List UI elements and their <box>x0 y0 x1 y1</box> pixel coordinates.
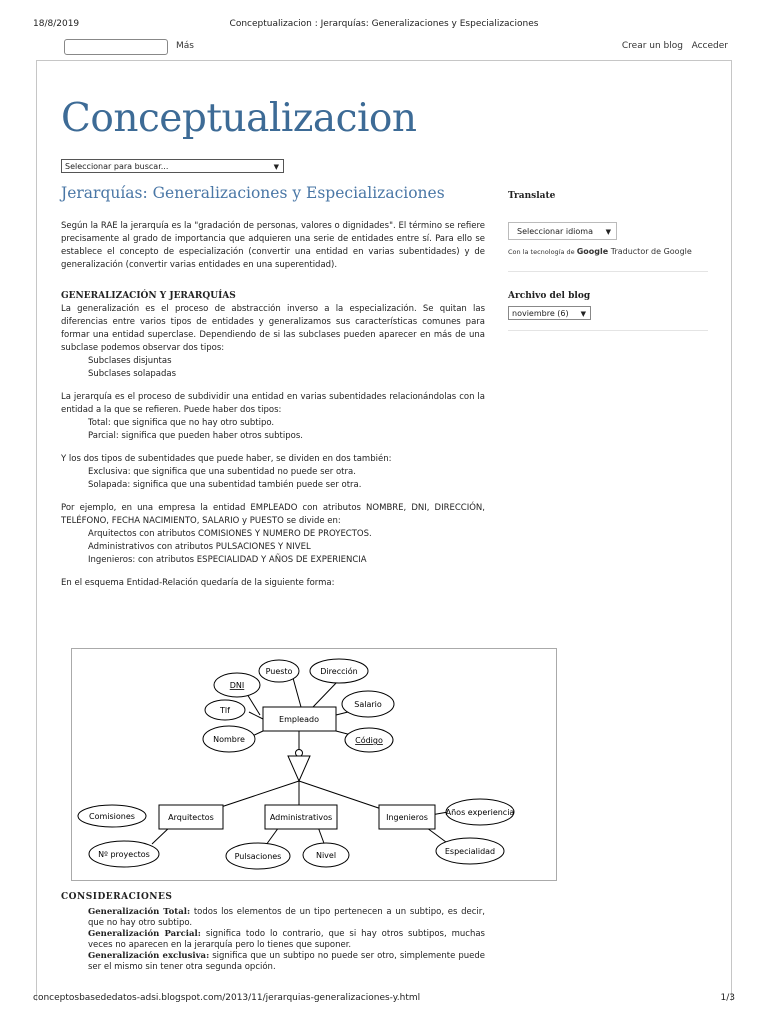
label-salario: Salario <box>354 700 382 709</box>
total-marker <box>296 750 303 757</box>
post-intro: Según la RAE la jerarquía es la "gradación de personas, valores o dignidades". El término se refiere precisamente al grado de importancia que adquieren una serie de entidades entre sí. Para ello se establece el concepto de especialización (convertir una entidad en varias subentidades) y de generalización (convertir varias entidades en una superentidad). <box>61 221 485 270</box>
label-especialidad: Especialidad <box>444 847 496 856</box>
consideration-item <box>88 929 485 951</box>
hierarchy-text: La jerarquía es el proceso de subdividir una entidad en varias subentidades relacionándolas con la entidad a la que se refieren. Puede haber dos tipos: <box>61 392 485 415</box>
blog-search-select-value: Seleccionar para buscar... <box>65 162 169 171</box>
er-diagram-image[interactable] <box>71 648 557 881</box>
label-puesto: Puesto <box>265 667 293 676</box>
language-select[interactable] <box>508 222 617 240</box>
list-item: Ingenieros: con atributos ESPECIALIDAD Y AÑOS DE EXPERIENCIA <box>88 555 367 565</box>
consideration-item <box>88 907 485 929</box>
chevron-down-icon: ▼ <box>273 163 279 171</box>
chevron-down-icon: ▼ <box>580 310 586 318</box>
generalization-heading: GENERALIZACIÓN Y JERARQUÍAS <box>61 291 236 301</box>
consideration-label: Generalización Total: <box>88 907 191 917</box>
label-administrativos: Administrativos <box>269 813 333 822</box>
navbar-search-input[interactable] <box>64 39 168 55</box>
subentity-text: Y los dos tipos de subentidades que puede haber, se dividen en dos también: <box>61 454 392 464</box>
archive-heading: Archivo del blog <box>508 291 591 301</box>
consideration-label: Generalización exclusiva: <box>88 951 210 961</box>
label-direccion: Dirección <box>320 667 358 676</box>
post-title[interactable]: Jerarquías: Generalizaciones y Especializaciones <box>61 184 445 202</box>
blogger-navbar <box>0 38 768 58</box>
example-text: Por ejemplo, en una empresa la entidad EMPLEADO con atributos NOMBRE, DNI, DIRECCIÓN, TELÉFONO, FECHA NACIMIENTO, SALARIO y PUESTO se divide en: <box>61 503 485 526</box>
er-diagram <box>72 649 556 880</box>
label-anos: Años experiencia <box>445 808 515 817</box>
consideration-item <box>88 951 485 973</box>
archive-select-value: noviembre (6) <box>512 309 569 318</box>
label-nivel: Nivel <box>315 851 337 860</box>
example-list <box>88 528 485 567</box>
diagram-intro: En el esquema Entidad-Relación quedaría de la siguiente forma: <box>61 578 335 588</box>
label-arquitectos: Arquitectos <box>168 813 214 822</box>
list-item: Administrativos con atributos PULSACIONES Y NIVEL <box>88 542 311 552</box>
list-item: Total: que significa que no hay otro subtipo. <box>88 418 275 428</box>
label-dni: DNI <box>229 681 245 690</box>
translate-heading: Translate <box>508 191 556 201</box>
list-item: Subclases disjuntas <box>88 356 172 366</box>
powered-suffix[interactable]: Traductor de Google <box>608 247 692 256</box>
list-item: Arquitectos con atributos COMISIONES Y NUMERO DE PROYECTOS. <box>88 529 372 539</box>
consideration-text: significa todo lo contrario, que si hay otros subtipos, muchas veces no aparecen en la jerarquía pero lo tienes que suponer. <box>88 929 485 950</box>
label-comisiones: Comisiones <box>89 812 135 821</box>
hierarchy-types-list <box>88 417 485 443</box>
list-item: Subclases solapadas <box>88 369 177 379</box>
blog-title[interactable]: Conceptualizacion <box>61 96 417 141</box>
sidebar-divider <box>508 271 708 272</box>
generalization-text: La generalización es el proceso de abstracción inverso a la especialización. Se quitan las diferencias entre varios tipos de entidades y generalizamos sus características comunes para formar una entidad superclase. Dependiendo de si las subclases pueden aparecer en más de una subclase podemos observar dos tipos: <box>61 304 485 353</box>
subclass-types-list <box>88 355 485 381</box>
label-codigo: Código <box>355 736 383 745</box>
post-body <box>61 220 485 590</box>
blog-search-select[interactable] <box>61 159 284 173</box>
google-translate-attribution <box>508 247 692 256</box>
chevron-down-icon: ▼ <box>605 228 611 236</box>
consideration-text: significa que un subtipo no puede ser otro, simplemente puede ser el mismo sin tener otra segunda opción. <box>88 951 485 972</box>
print-url: conceptosbasededatos-adsi.blogspot.com/2013/11/jerarquias-generalizaciones-y.html <box>33 993 421 1003</box>
print-page-number: 1/3 <box>720 993 735 1003</box>
consideration-label: Generalización Parcial: <box>88 929 201 939</box>
subentity-types-list <box>88 466 485 492</box>
label-nproyectos: Nº proyectos <box>98 850 150 859</box>
label-tlf: Tlf <box>220 706 230 715</box>
isa-triangle <box>288 756 310 781</box>
label-empleado: Empleado <box>279 715 319 724</box>
navbar-more-link[interactable]: Más <box>176 41 194 51</box>
sidebar-divider <box>508 330 708 331</box>
list-item: Solapada: significa que una subentidad también puede ser otra. <box>88 480 362 490</box>
sign-in-link[interactable]: Acceder <box>691 41 728 51</box>
label-pulsaciones: Pulsaciones <box>234 852 282 861</box>
considerations-heading: CONSIDERACIONES <box>61 892 173 902</box>
language-select-value: Seleccionar idioma <box>517 227 593 236</box>
google-logo[interactable]: Google <box>576 247 609 256</box>
label-ingenieros: Ingenieros <box>386 813 428 822</box>
consideration-text: todos los elementos de un tipo pertenecen a un subtipo, es decir, que no hay otro subtipo. <box>88 907 485 928</box>
considerations-section <box>61 892 485 973</box>
print-title: Conceptualizacion : Jerarquías: Generalizaciones y Especializaciones <box>229 19 539 29</box>
print-date: 18/8/2019 <box>33 19 80 29</box>
create-blog-link[interactable]: Crear un blog <box>621 41 683 51</box>
archive-select[interactable] <box>508 306 591 320</box>
list-item: Exclusiva: que significa que una subentidad no puede ser otra. <box>88 467 356 477</box>
list-item: Parcial: significa que pueden haber otros subtipos. <box>88 431 303 441</box>
powered-prefix: Con la tecnología de <box>508 248 577 256</box>
label-nombre: Nombre <box>213 735 245 744</box>
